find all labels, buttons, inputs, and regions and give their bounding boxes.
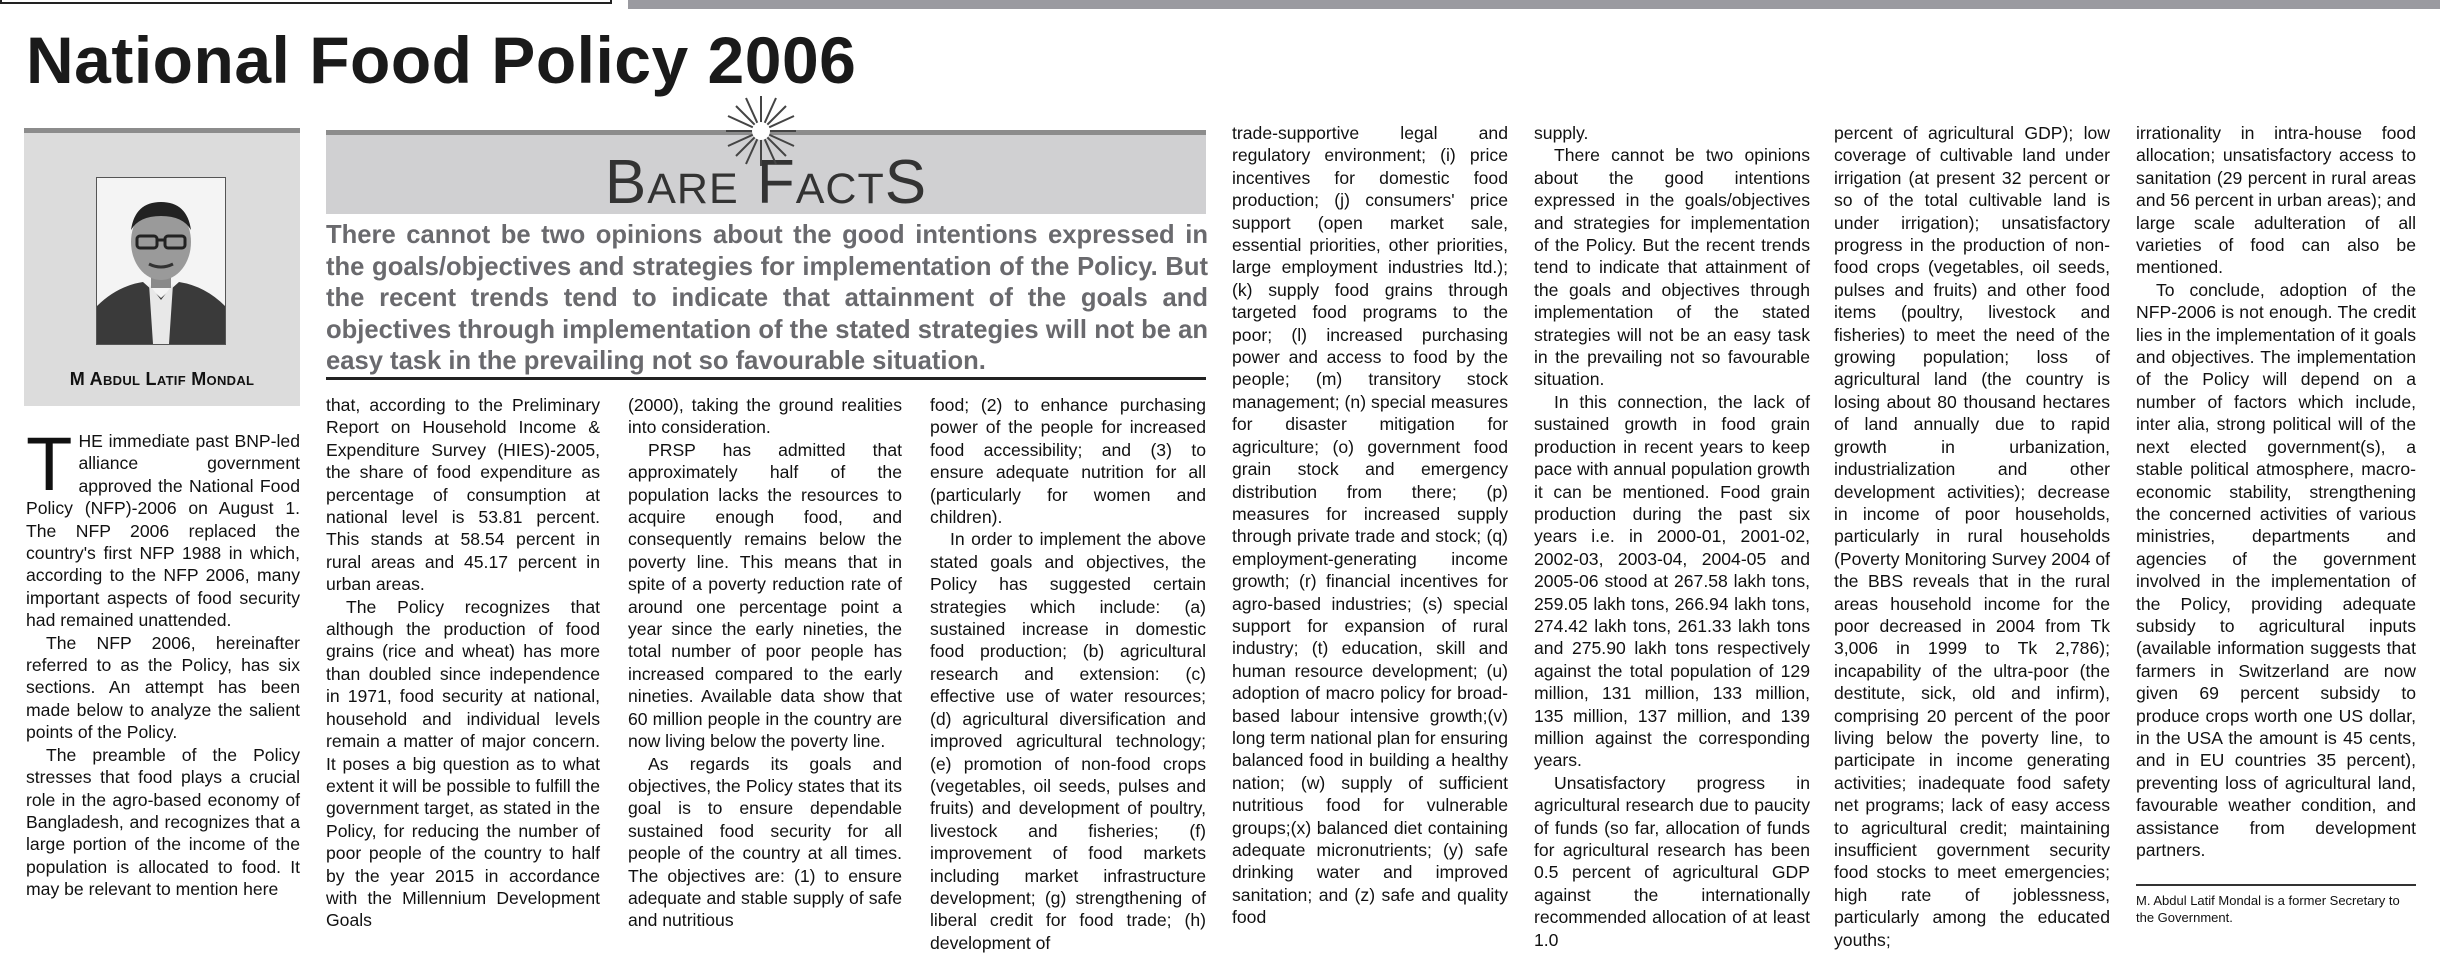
paragraph: To conclude, adoption of the NFP-2006 is not enough. The credit lies in the implementation of it goals and objectives. The implementation of the Policy will depend on a number of factors which include, inter alia, strong political will of the next elected government(s), a stable political atmosphere, macro-economic stability, strengthening the concerned activities of various ministries, departments and agencies of the government involved in the implementation of the Policy, providing adequate subsidy to agricultural inputs (available information suggests that farmers in Switzerland are now given 69 percent subsidy to produce crops worth one US dollar, in the USA the amount is 45 cents, and in EU countries 35 percent), preventing loss of agricultural land, favourable weather condition, and assistance from development partners. [2136,279,2416,860]
article-column-4 [930,394,1206,953]
author-footnote: M. Abdul Latif Mondal is a former Secretary to the Government. [2136,893,2400,925]
paragraph: There cannot be two opinions about the good intentions expressed in the goals/objectives and strategies for implementation of the Policy. But the recent trends tend to indicate that attainment of the goals and objectives through implementation of the stated strategies will not be an easy task in the prevailing not so favourable situation. [1534,145,1810,390]
paragraph: food; (2) to enhance purchasing power of the people for increased food accessibility; and (3) to ensure adequate nutrition for all (particularly for women and children). [930,395,1206,528]
paragraph [26,422,300,632]
paragraph: supply. [1534,123,1589,143]
article-column-1 [26,422,300,938]
article-column-6 [1534,122,1810,950]
paragraph: The preamble of the Policy stresses that food plays a crucial role in the agro-based economy of Bangladesh, and recognizes that a large portion of the income of the population is allocated to food. It may be relevant to mention here [26,744,300,900]
drop-cap: T [26,422,73,507]
paragraph: As regards its goals and objectives, the Policy states that its goal is to ensure dependable sustained food security for all people of the country at all times. The objectives are: (1) to ensure adequate and stable supply of safe and nutritious [628,753,902,931]
bare-facts-title: Bare FactS [604,148,928,217]
paragraph: Unsatisfactory progress in agricultural research due to paucity of funds (so far, allocation of funds for agricultural research has been 0.5 percent of agricultural GDP against the internationally recommended allocation of at least 1.0 [1534,772,1810,950]
article-column-8 [2136,122,2416,878]
deck-summary: There cannot be two opinions about the good intentions expressed in the goals/objectives and strategies for implementation of the Policy. But the recent trends tend to indicate that attainment of the goals and objectives through implementation of the stated strategies will not be an easy task in the prevailing not so favourable situation. [326,221,1208,375]
portrait-icon [97,178,225,344]
starburst-icon [726,96,796,166]
deck-rule [326,377,1206,380]
paragraph: The NFP 2006, hereinafter referred to as the Policy, has six sections. An attempt has been made below to analyze the salient points of the Policy. [26,632,300,743]
paragraph-text: HE immediate past BNP-led alliance government approved the National Food Policy (NFP)-2006 on August 1. The NFP 2006 replaced the country's first NFP 1988 in which, according to the NFP 2006, many important aspects of food security had remained unattended. [26,431,300,631]
footnote-rule [2136,884,2416,886]
author-name: M Abdul Latif Mondal [69,369,255,389]
paragraph: In this connection, the lack of sustained growth in food grain production in recent years to keep pace with annual population growth it can be mentioned. Food grain production during the past six years i.e. in 2000-01, 2001-02, 2002-03, 2003-04, 2004-05 and 2005-06 stood at 267.58 lakh tons, 259.05 lakh tons, 266.94 lakh tons, 274.42 lakh tons, 261.33 lakh tons and 275.90 lakh tons respectively against the total population of 129 million, 131 million, 133 million, 135 million, 137 million, and 139 million against the corresponding years. [1534,391,1810,771]
paragraph: In order to implement the above stated goals and objectives, the Policy has suggested certain strategies which include: (a) sustained increase in domestic food production; (b) agricultural research and extension: (c) effective use of water resources; (d) agricultural diversification and improved agricultural technology; (e) promotion of non-food crops (vegetables, oil seeds, pulses and fruits) and development of poultry, livestock and fisheries; (f) improvement of food markets including market infrastructure development; (g) strengthening of liberal credit for food trade; (h) development of [930,529,1206,953]
paragraph: (2000), taking the ground realities into consideration. [628,395,902,438]
author-photo [96,177,226,345]
top-rule-right [628,0,2440,9]
top-rule-left [0,0,612,4]
page-title: National Food Policy 2006 [26,23,857,97]
paragraph: irrationality in intra-house food allocation; unsatisfactory access to sanitation (29 percent in rural areas and 56 percent in urban areas); and large scale adulteration of all varieties of food can also be mentioned. [2136,123,2416,278]
paragraph: percent of agricultural GDP); low coverage of cultivable land under irrigation (at present 32 percent or so of the total cultivable land is under irrigation); unsatisfactory progress in the production of non-food crops (vegetables, oil seeds, pulses and fruits) and other food items (poultry, livestock and fisheries) to meet the need of the growing population; loss of agricultural land (the country is losing about 80 thousand hectares of land annually due to rapid growth in urbanization, industrialization and other development activities); decrease in income of poor households, particularly in rural households (Poverty Monitoring Survey 2004 of the BBS reveals that in the rural areas household income for the poor decreased in 2004 from Tk 3,006 in 1999 to Tk 2,786); incapability of the ultra-poor (the destitute, sick, old and infirm), comprising 20 percent of the poor living below the poverty line, to participate in income generating activities; inadequate food safety net programs; lack of easy access to agricultural credit; maintaining insufficient government security food stocks to meet emergencies; high rate of joblessness, particularly among the educated youths; [1834,123,2110,950]
article-column-5 [1232,122,1508,938]
author-box [24,128,300,406]
paragraph: PRSP has admitted that approximately half of the population lacks the resources to acquire enough food, and consequently remains below the poverty line. This means that in spite of a poverty reduction rate of around one percentage point a year since the early nineties, the total number of poor people has increased compared to the early nineties. Available data show that 60 million people in the country are now living below the poverty line. [628,439,902,752]
paragraph: The Policy recognizes that although the production of food grains (rice and wheat) has more than doubled since independence in 1971, food security at national, household and individual levels remain a matter of major concern. It poses a big question as to what extent it will be possible to fulfill the government target, as stated in the Policy, for reducing the number of poor people of the country to half by the year 2015 in accordance with the Millennium Development Goals [326,596,600,931]
paragraph: that, according to the Preliminary Report on Household Income & Expenditure Survey (HIES)-2005, the share of food expenditure as percentage of consumption at national level is 53.81 percent. This stands at 58.54 percent in rural areas and 45.17 percent in urban areas. [326,395,600,595]
paragraph: trade-supportive legal and regulatory environment; (i) price incentives for domestic food production; (j) consumers' price support (open market sale, essential priorities, other priorities, large employment industries ltd.); (k) supply food grains through targeted food programs to the poor; (l) increased purchasing power and access to food by the people; (m) transitory stock management; (n) special measures for disaster mitigation for agriculture; (o) government food grain stock and emergency distribution from there; (p) measures for increased supply through private trade and stock; (q) employment-generating income growth; (r) financial incentives for agro-based industries; (s) special support for expansion of rural industry; (t) education, skill and human resource development; (u) adoption of macro policy for broad-based labour intensive growth;(v) long term national plan for ensuring balanced food in building a healthy nation; (w) supply of sufficient nutritious food for vulnerable groups;(x) balanced diet containing adequate micronutrients; (y) safe drinking water and improved sanitation; and (z) safe and quality food [1232,123,1508,928]
article-column-2 [326,394,600,938]
article-column-7 [1834,122,2110,950]
article-column-3 [628,394,902,938]
